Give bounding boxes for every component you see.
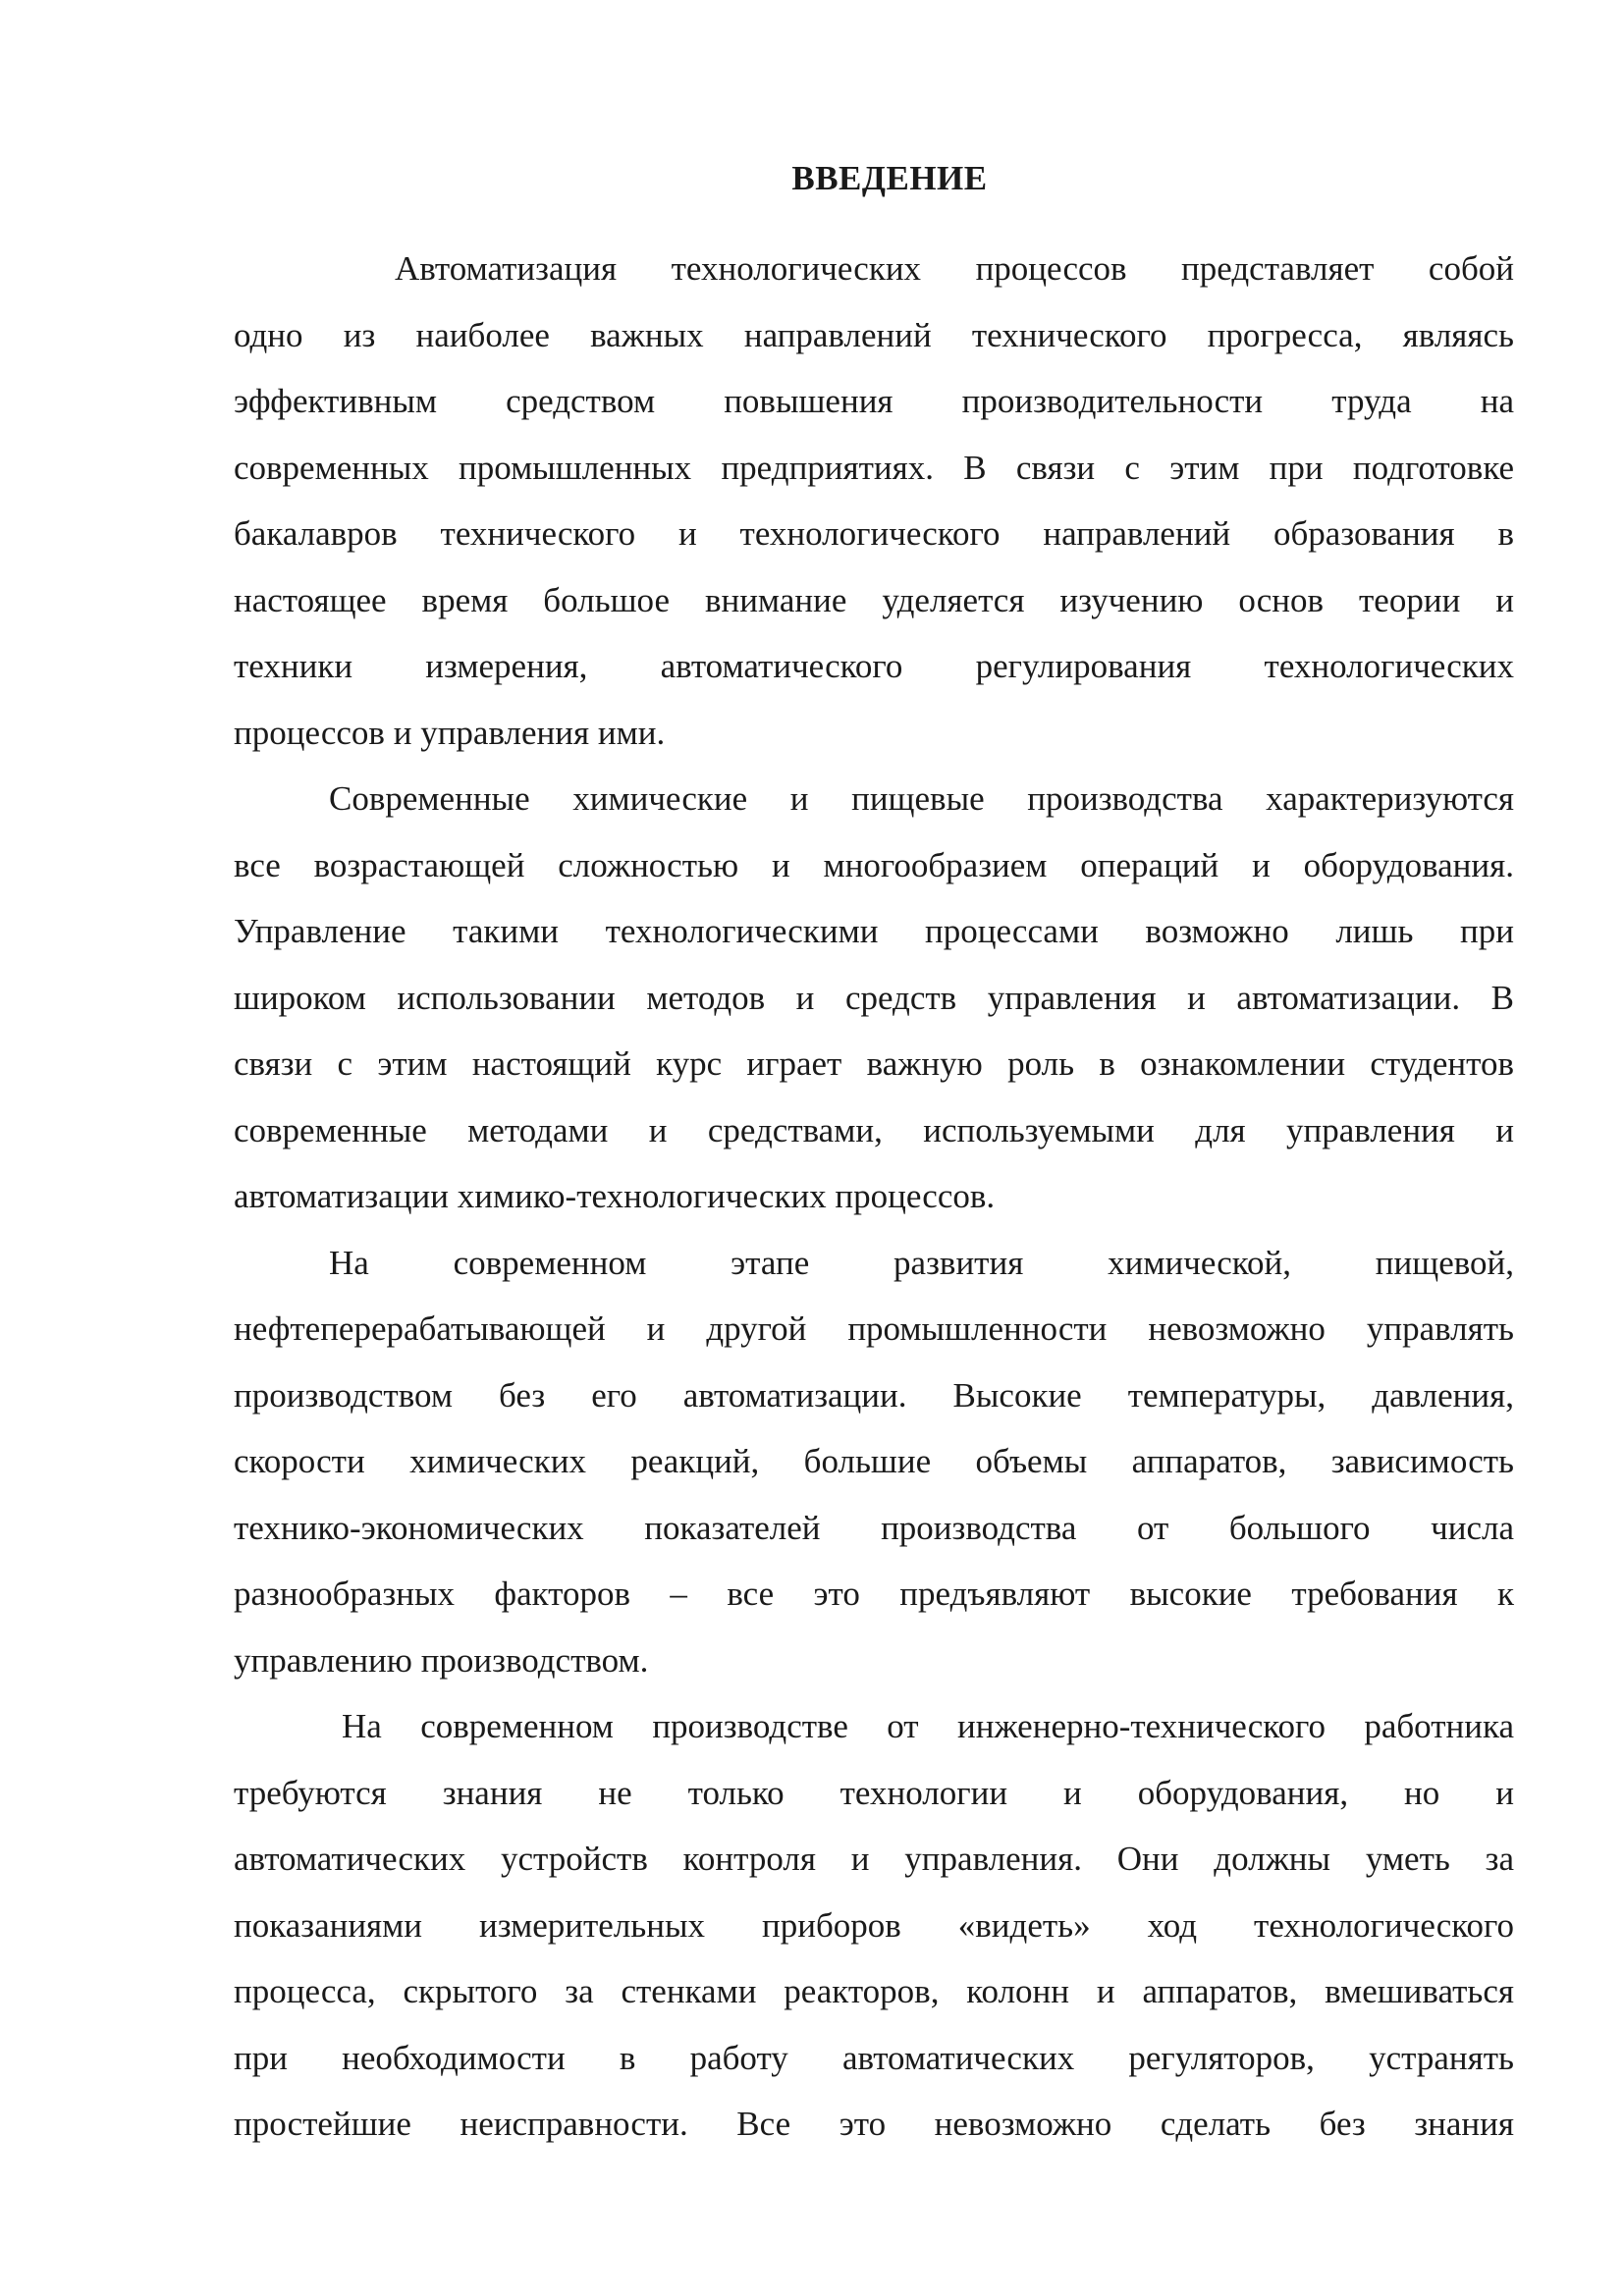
text-line: На современном производстве от инженерно-технического работника <box>342 1707 1514 1745</box>
text-line: требуются знания не только технологии и оборудования, но и <box>234 1773 1514 1812</box>
text-line: скорости химических реакций, большие объемы аппаратов, зависимость <box>234 1442 1514 1480</box>
text-line: простейшие неисправности. Все это невозможно сделать без знания <box>234 2105 1514 2143</box>
text-line: Управление такими технологическими процессами возможно лишь при <box>234 912 1514 950</box>
text-line: бакалавров технического и технологического направлений образования в <box>234 514 1514 553</box>
text-line: современных промышленных предприятиях. В связи с этим при подготовке <box>234 448 1514 487</box>
text-line: настоящее время большое внимание уделяется изучению основ теории и <box>234 580 1514 619</box>
text-line: эффективным средством повышения производительности труда на <box>234 382 1514 420</box>
text-line: техники измерения, автоматического регулирования технологических <box>234 647 1514 685</box>
text-line: Автоматизация технологических процессов представляет собой <box>395 249 1514 288</box>
text-line: все возрастающей сложностью и многообразием операций и оборудования. <box>234 845 1514 884</box>
paragraph-4 <box>234 1693 1514 2158</box>
text-line: нефтеперерабатывающей и другой промышленности невозможно управлять <box>234 1309 1514 1348</box>
text-line: процесса, скрытого за стенками реакторов, колонн и аппаратов, вмешиваться <box>234 1972 1514 2010</box>
paragraph-3 <box>234 1230 1514 1694</box>
document-body <box>234 236 1514 2158</box>
text-line: широком использовании методов и средств управления и автоматизации. В <box>234 978 1514 1017</box>
text-line: Современные химические и пищевые производства характеризуются <box>329 779 1514 818</box>
text-line: одно из наиболее важных направлений технического прогресса, являясь <box>234 315 1514 354</box>
text-line: разнообразных факторов – все это предъявляют высокие требования к <box>234 1575 1514 1613</box>
text-line: процессов и управления ими. <box>234 713 666 752</box>
text-line: автоматизации химико-технологических процессов. <box>234 1177 996 1215</box>
paragraph-1 <box>234 236 1514 766</box>
text-line: управлению производством. <box>234 1640 649 1680</box>
text-line: современные методами и средствами, используемыми для управления и <box>234 1110 1514 1149</box>
text-line: технико-экономических показателей производства от большого числа <box>234 1508 1514 1547</box>
text-line: На современном этапе развития химической, пищевой, <box>329 1243 1514 1282</box>
page-title: ВВЕДЕНИЕ <box>791 159 988 197</box>
text-line: производством без его автоматизации. Высокие температуры, давления, <box>234 1375 1514 1415</box>
text-line: связи с этим настоящий курс играет важную роль в ознакомлении студентов <box>234 1044 1514 1083</box>
text-line: автоматических устройств контроля и управления. Они должны уметь за <box>234 1840 1514 1878</box>
text-line: при необходимости в работу автоматических регуляторов, устранять <box>234 2038 1514 2077</box>
paragraph-2 <box>234 766 1514 1230</box>
text-line: показаниями измерительных приборов «видеть» ход технологического <box>234 1905 1514 1945</box>
